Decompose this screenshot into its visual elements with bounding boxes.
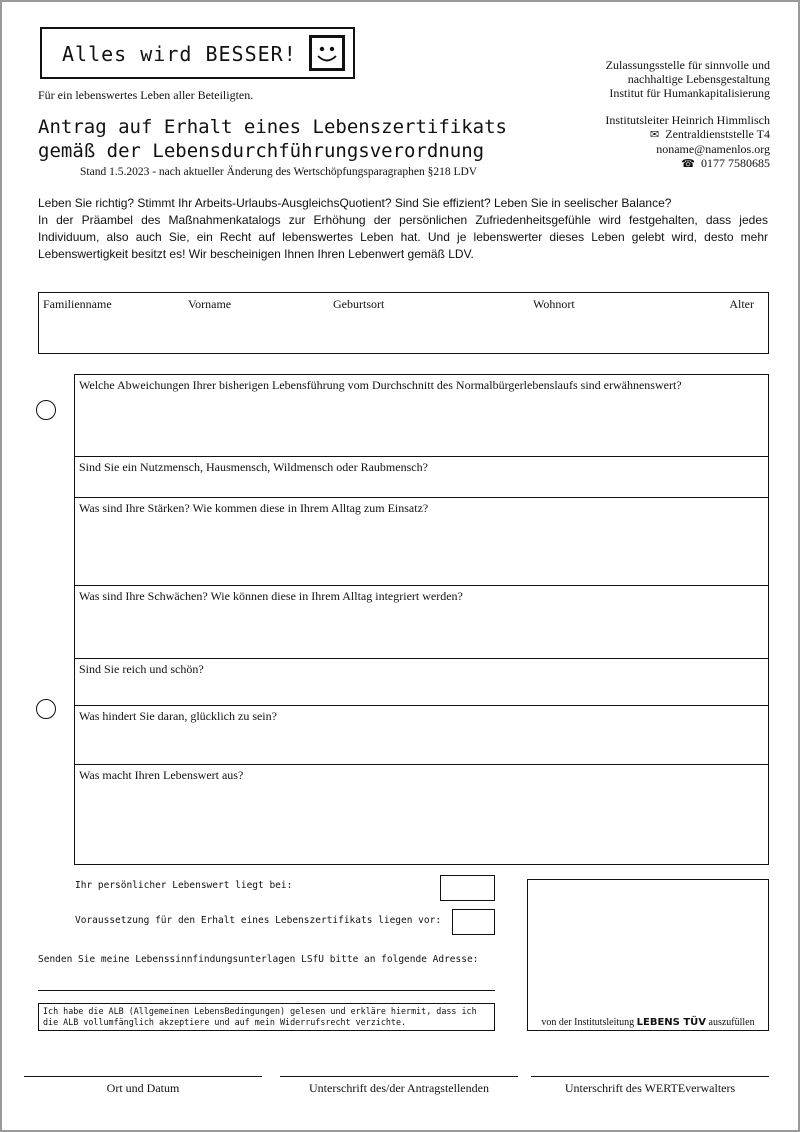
logo-box (40, 27, 355, 79)
evaluator-signature-label: Unterschrift des WERTEverwalters (564, 1081, 736, 1095)
institution-line: nachhaltige Lebensgestaltung (627, 72, 770, 86)
question-row[interactable] (75, 457, 768, 498)
institution-line: Zulassungsstelle für sinnvolle und (605, 58, 770, 72)
institute-head: Institutsleiter Heinrich Himmlisch (605, 113, 770, 127)
contact-block (540, 113, 770, 171)
requirement-label: Voraussetzung für den Erhalt eines Lebenszertifikats liegen vor: (75, 915, 442, 926)
address: Zentraldienststelle T4 (665, 127, 770, 141)
alb-box: Ich habe die ALB (Allgemeinen LebensBedingungen) gelesen und erkläre hiermit, dass ich die ALB vollumfänglich akzeptiere und auf mein Widerrufsrecht verzichte. (38, 1003, 495, 1031)
question-row[interactable] (75, 498, 768, 586)
intro-paragraph: In der Präambel des Maßnahmenkatalogs zur Erhöhung der persönlichen Zufriedenheitsgefühle wird festgehalten, dass jedes Individuum, also auch Sie, ein Recht auf lebenswertes Leben hat. Und je lebenswerter dieses Leben gelebt wird, desto mehr Lebenswertigkeit besitzt es! Wir bescheinigen Ihnen Ihren Lebenwert gemäß LDV. (38, 213, 768, 261)
personal-data-table (38, 292, 769, 354)
question-row[interactable] (75, 659, 768, 706)
send-label: Senden Sie meine Lebenssinnfindungsunterlagen LSfU bitte an folgende Adresse: (38, 954, 479, 965)
question-text: Welche Abweichungen Ihrer bisherigen Lebensführung vom Durchschnitt des Normalbürgerlebenslaufs sind erwähnenswert? (79, 378, 682, 392)
punch-hole-icon (36, 400, 56, 420)
email[interactable]: noname@namenlos.org (656, 142, 770, 156)
question-text: Was macht Ihren Lebenswert aus? (79, 768, 244, 782)
intro-text (38, 195, 768, 263)
stand-note: Stand 1.5.2023 - nach aktueller Änderung des Wertschöpfungsparagraphen §218 LDV (80, 166, 478, 178)
applicant-signature-label: Unterschrift des/der Antragstellenden (309, 1081, 489, 1095)
title-line-1: Antrag auf Erhalt eines Lebenszertifikats (38, 116, 507, 138)
place-date-label: Ort und Datum (106, 1081, 180, 1095)
envelope-icon: ✉ (650, 128, 660, 141)
question-text: Sind Sie ein Nutzmensch, Hausmensch, Wildmensch oder Raubmensch? (79, 460, 428, 474)
page-title (38, 115, 507, 163)
question-text: Was hindert Sie daran, glücklich zu sein? (79, 709, 277, 723)
questions-table (74, 374, 769, 865)
birthplace-label: Geburtsort (333, 297, 385, 311)
phone: 0177 7580685 (701, 156, 770, 170)
punch-hole-icon (36, 699, 56, 719)
first-name-label: Vorname (188, 297, 232, 311)
phone-icon: ☎ (681, 157, 695, 170)
place-date-line[interactable] (24, 1076, 262, 1077)
value-label: Ihr persönlicher Lebenswert liegt bei: (75, 880, 293, 891)
question-text: Was sind Ihre Schwächen? Wie können diese in Ihrem Alltag integriert werden? (79, 589, 463, 603)
tuv-suffix: auszufüllen (708, 1017, 755, 1028)
tuv-box (527, 879, 769, 1031)
question-row[interactable] (75, 706, 768, 765)
applicant-signature-line[interactable] (280, 1076, 518, 1077)
evaluator-signature-line[interactable] (531, 1076, 769, 1077)
question-row[interactable] (75, 765, 768, 865)
age-label: Alter (729, 297, 754, 311)
logo-text: Alles wird BESSER! (62, 42, 297, 66)
requirement-input[interactable] (452, 909, 495, 935)
residence-label: Wohnort (533, 297, 575, 311)
tuv-note (528, 1017, 768, 1028)
surname-label: Familienname (43, 297, 112, 311)
question-text: Sind Sie reich und schön? (79, 662, 204, 676)
smiley-icon (309, 35, 345, 71)
tagline: Für ein lebenswertes Leben aller Beteiligten. (38, 88, 254, 102)
institution-line: Institut für Humankapitalisierung (609, 86, 770, 100)
institution-block (540, 58, 770, 100)
tuv-prefix: von der Institutsleitung (541, 1017, 635, 1028)
question-row[interactable] (75, 586, 768, 659)
title-line-2: gemäß der Lebensdurchführungsverordnung (38, 140, 485, 162)
question-text: Was sind Ihre Stärken? Wie kommen diese in Ihrem Alltag zum Einsatz? (79, 501, 429, 515)
question-row[interactable] (75, 375, 768, 457)
value-input[interactable] (440, 875, 495, 901)
intro-line: Leben Sie richtig? Stimmt Ihr Arbeits-Urlaubs-AusgleichsQuotient? Sind Sie effizient? Leben Sie in seelischer Balance? (38, 196, 672, 210)
address-line[interactable] (38, 990, 495, 991)
tuv-strong: LEBENS TÜV (636, 1017, 707, 1028)
